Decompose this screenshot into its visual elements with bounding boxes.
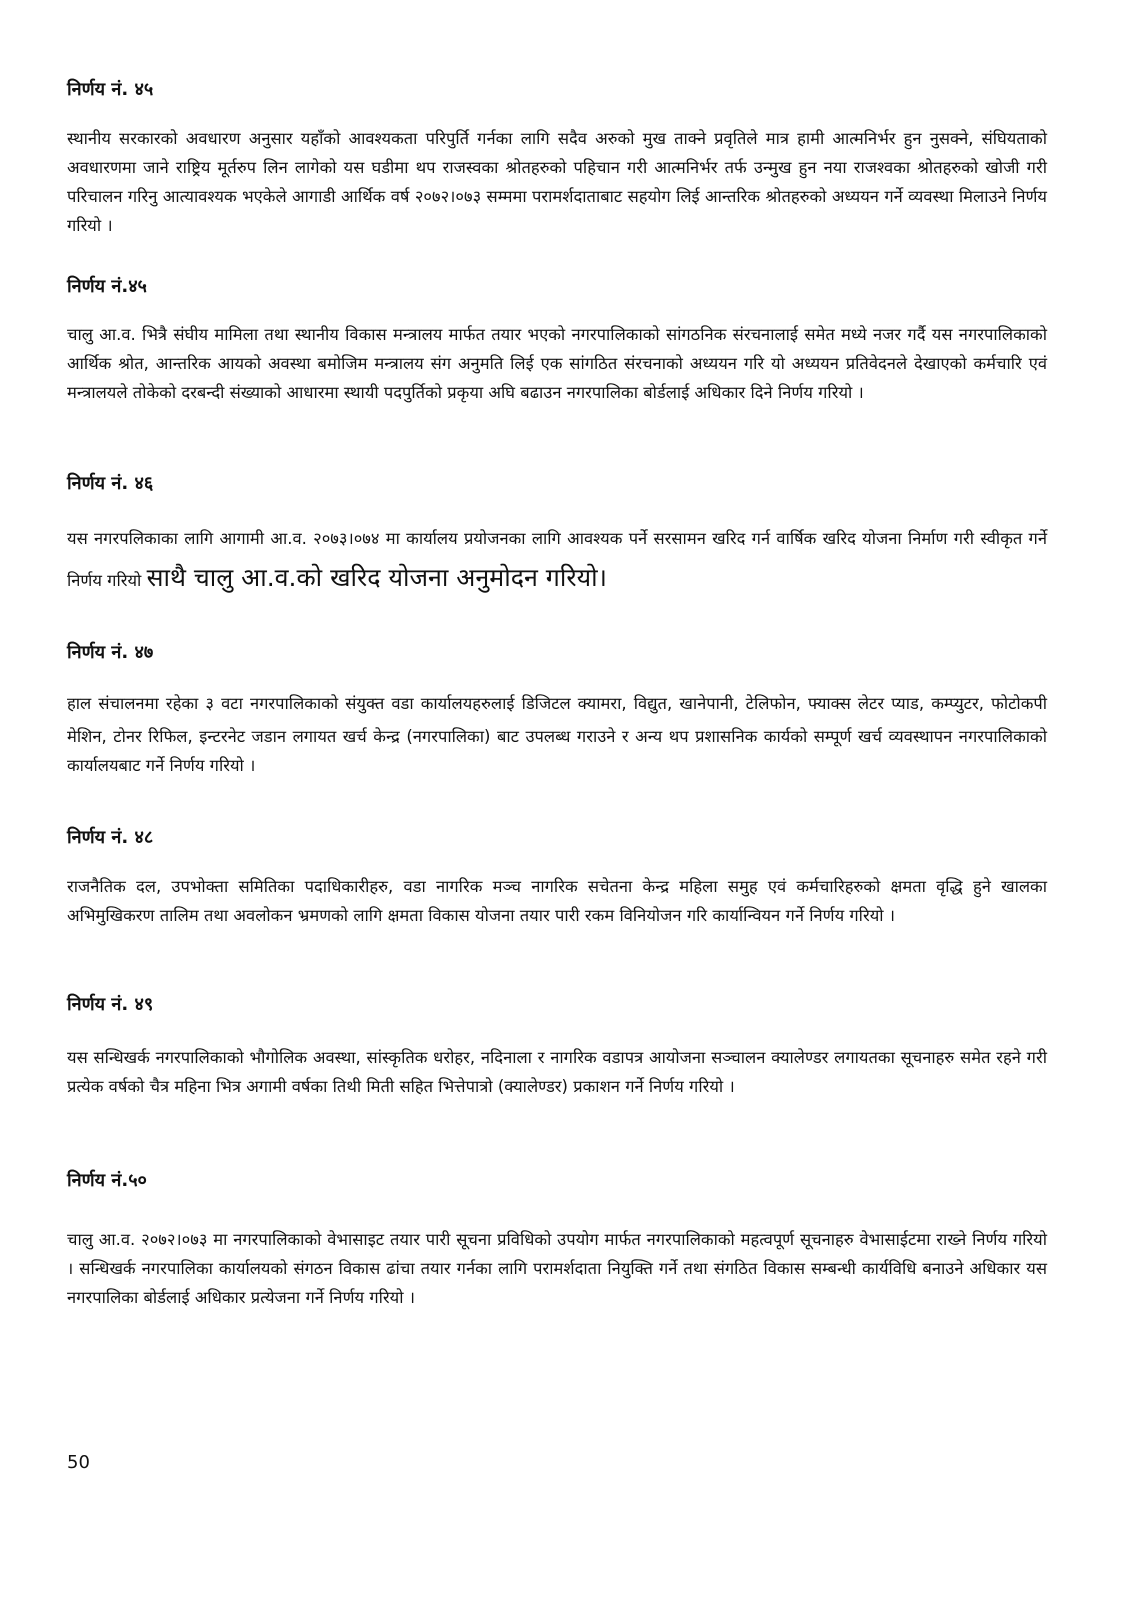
decision-46-emphasis: साथै चालु आ.व.को खरिद योजना अनुमोदन गरियो।: [146, 563, 608, 592]
decision-heading-49: निर्णय नं. ४९: [67, 994, 154, 1015]
decision-body-45b: चालु आ.व. भित्रै संघीय मामिला तथा स्थानीय विकास मन्त्रालय मार्फत तयार भएको नगरपालिकाको सांगठनिक संरचनालाई समेत मध्ये नजर गर्दै यस नगरपालिकाको आर्थिक श्रोत, आन्तरिक आयको अवस्था बमोजिम मन्त्रालय संग अनुमति लिई एक सांगठित संरचनाको अध्ययन गरि यो अध्ययन प्रतिवेदनले देखाएको कर्मचारि एवं मन्त्रालयले तोकेको दरबन्दी संख्याको आधारमा स्थायी पदपुर्तिको प्रकृया अघि बढाउन नगरपालिका बोर्डलाई अधिकार दिने निर्णय गरियो ।: [67, 325, 1047, 402]
decision-heading-47: निर्णय नं. ४७: [67, 642, 154, 663]
page-number: 50: [67, 1452, 90, 1473]
decision-body-49: यस सन्धिखर्क नगरपालिकाको भौगोलिक अवस्था, सांस्कृतिक धरोहर, नदिनाला र नागरिक वडापत्र आयोजना सञ्चालन क्यालेण्डर लगायतका सूचनाहरु समेत रहने गरी प्रत्येक वर्षको चैत्र महिना भित्र अगामी वर्षका तिथी मिती सहित भित्तेपात्रो (क्यालेण्डर) प्रकाशन गर्ने निर्णय गरियो ।: [67, 1048, 1047, 1096]
decision-body-46-text: यस नगरपलिकाका लागि आगामी आ.व. २०७३।०७४ मा कार्यालय प्रयोजनका लागि आवश्यक पर्ने सरसामन खरिद गर्न वार्षिक खरिद योजना निर्माण गरी स्वीकृत गर्ने निर्णय गरियो: [67, 529, 1047, 590]
decision-body-46: [67, 518, 1047, 602]
decision-heading-48: निर्णय नं. ४८: [67, 827, 154, 848]
decision-body-45a: स्थानीय सरकारको अवधारण अनुसार यहाँको आवश्यकता परिपुर्ति गर्नका लागि सदैव अरुको मुख ताक्ने प्रवृतिले मात्र हामी आत्मनिर्भर हुन नुसक्ने, संघियताको अवधारणमा जाने राष्ट्रिय मूर्तरुप लिन लागेको यस घडीमा थप राजस्वका श्रोतहरुको पहिचान गरी आत्मनिर्भर तर्फ उन्मुख हुन नया राजश्वका श्रोतहरुको खोजी गरी परिचालन गरिनु आत्यावश्यक भएकेले आगाडी आर्थिक वर्ष २०७२।०७३ सम्ममा परामर्शदाताबाट सहयोग लिई आन्तरिक श्रोतहरुको अध्ययन गर्ने व्यवस्था मिलाउने निर्णय गरियो ।: [67, 129, 1047, 235]
decision-body-47-rest: लेटर प्याड, कम्प्युटर, फोटोकपी मेशिन, टोनर रिफिल, इन्टरनेट जडान लगायत खर्च केन्द्र (नगरपालिका) बाट उपलब्ध गराउने र अन्य थप प्रशासनिक कार्यको सम्पूर्ण खर्च व्यवस्थापन नगरपालिकाको कार्यालयबाट गर्ने निर्णय गरियो ।: [67, 694, 1048, 775]
decision-body-47: [67, 685, 1047, 780]
decision-heading-46: निर्णय नं. ४६: [67, 473, 154, 494]
decision-body-47-first-line: हाल संचालनमा रहेका ३ वटा नगरपालिकाको संयुक्त वडा कार्यालयहरुलाई डिजिटल क्यामरा, विद्युत, खानेपानी, टेलिफोन, फ्याक्स: [67, 694, 851, 713]
decision-body-48: राजनैतिक दल, उपभोक्ता समितिका पदाधिकारीहरु, वडा नागरिक मञ्च नागरिक सचेतना केन्द्र महिला समुह एवं कर्मचारिहरुको क्षमता वृद्धि हुने खालका अभिमुखिकरण तालिम तथा अवलोकन भ्रमणको लागि क्षमता विकास योजना तयार पारी रकम विनियोजन गरि कार्यान्वियन गर्ने निर्णय गरियो ।: [67, 877, 1047, 925]
decision-heading-50: निर्णय नं.५०: [67, 1170, 147, 1191]
decision-body-50: चालु आ.व. २०७२।०७३ मा नगरपालिकाको वेभासाइट तयार पारी सूचना प्रविधिको उपयोग मार्फत नगरपालिकाको महत्वपूर्ण सूचनाहरु वेभासाईटमा राख्ने निर्णय गरियो । सन्धिखर्क नगरपालिका कार्यालयको संगठन विकास ढांचा तयार गर्नका लागि परामर्शदाता नियुक्ति गर्ने तथा संगठित विकास सम्बन्धी कार्यविधि बनाउने अधिकार यस नगरपालिका बोर्डलाई अधिकार प्रत्येजना गर्ने निर्णय गरियो ।: [67, 1230, 1047, 1307]
decision-heading-45a: निर्णय नं. ४५: [67, 79, 154, 100]
decision-heading-45b: निर्णय नं.४५: [67, 276, 147, 297]
